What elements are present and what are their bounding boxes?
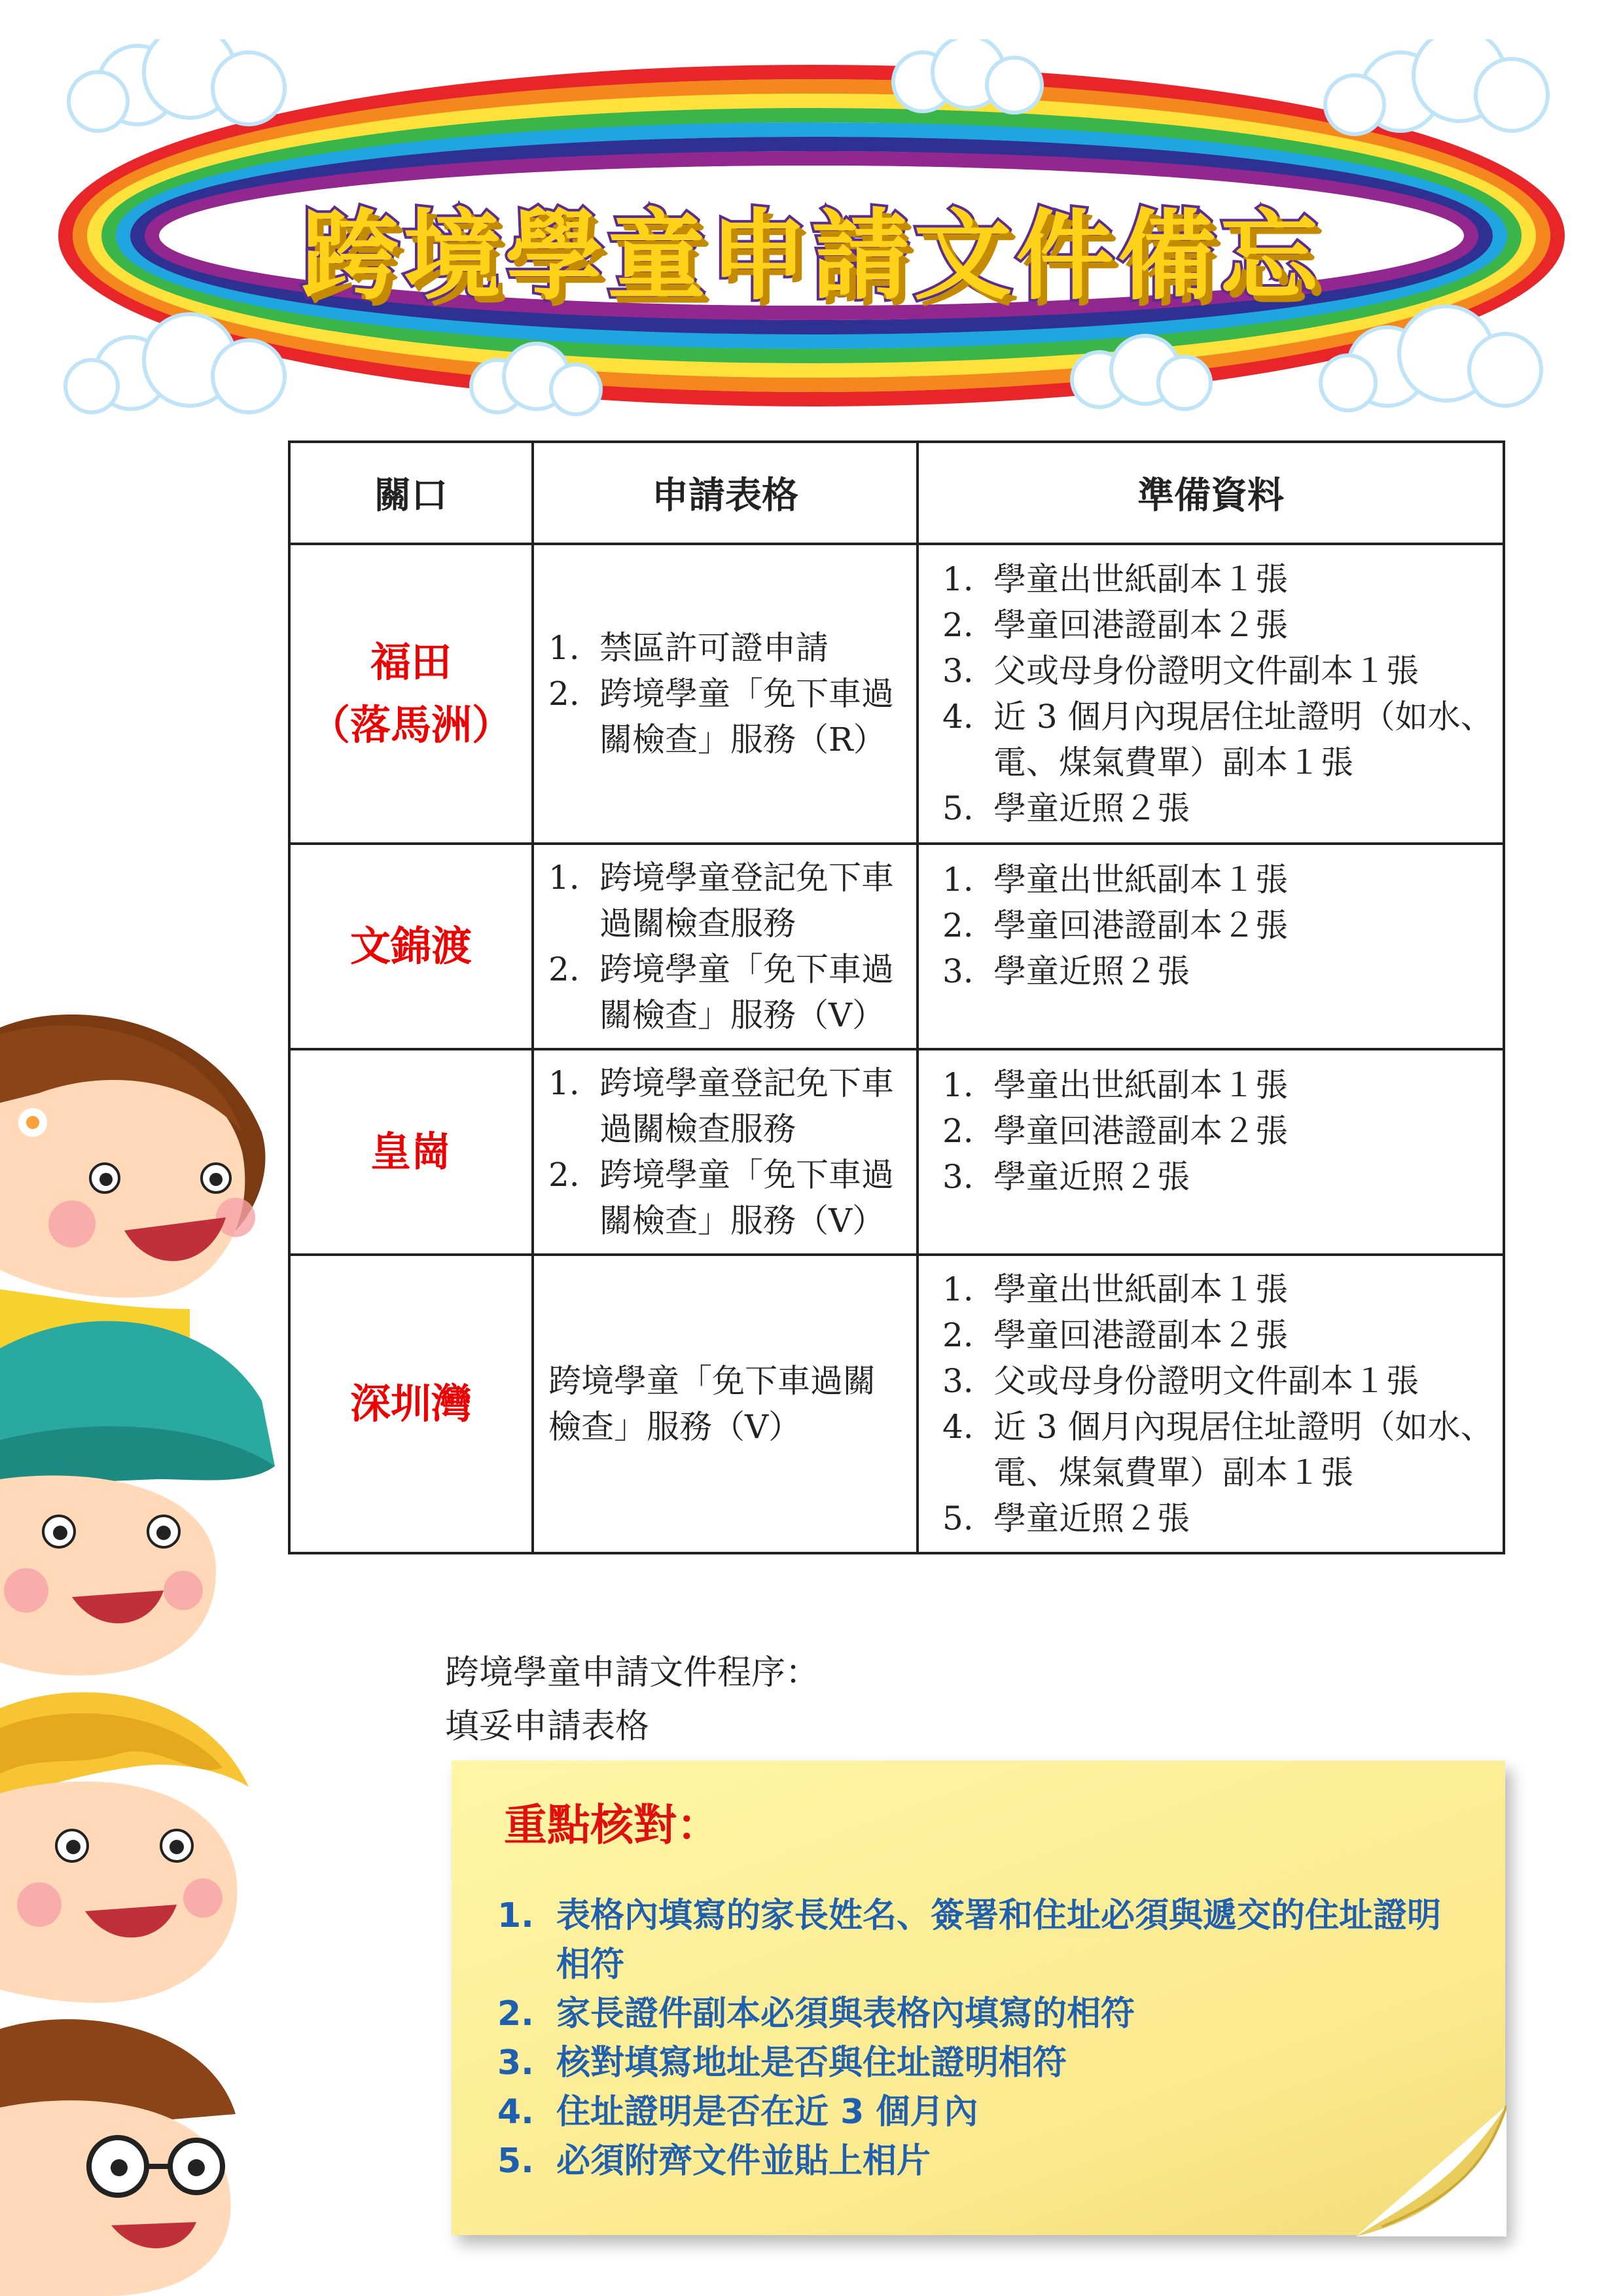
port-name: 福田 <box>370 637 452 686</box>
forms-cell <box>533 1049 918 1255</box>
boy-glasses-icon <box>0 2019 236 2296</box>
list-item: 2. 跨境學童「免下車過關檢查」服務（V） <box>548 950 894 1034</box>
form-text: 跨境學童「免下車過關檢查」服務（V） <box>548 1362 876 1446</box>
documents-cell <box>918 1255 1504 1553</box>
list-item: 3. 學童近照２張 <box>942 952 1190 990</box>
kid-illustration <box>0 982 366 2296</box>
cloud-icon <box>893 39 1042 113</box>
page-curl-icon <box>1356 2106 1507 2236</box>
list-item: 4. 住址證明是否在近 3 個月內 <box>497 2092 978 2132</box>
list-item: 2. 學童回港證副本２張 <box>942 1316 1288 1354</box>
procedure-step: 填妥申請表格 <box>445 1707 650 1746</box>
list-item: 2. 家長證件副本必須與表格內填寫的相符 <box>497 1994 1135 2034</box>
boy-blond-icon <box>0 1692 249 2003</box>
girl-icon <box>0 1014 265 1348</box>
port-cell <box>289 544 533 844</box>
list-item: 1. 跨境學童登記免下車過關檢查服務 <box>548 859 894 942</box>
column-header-documents: 準備資料 <box>918 442 1504 544</box>
table-row <box>289 544 1504 844</box>
documents-cell <box>918 844 1504 1049</box>
column-header-port: 關口 <box>289 442 533 544</box>
port-subname: （落馬洲） <box>309 701 512 749</box>
documents-cell <box>918 544 1504 844</box>
cloud-icon <box>1325 39 1548 134</box>
list-item: 1. 跨境學童登記免下車過關檢查服務 <box>548 1064 894 1148</box>
list-item: 1. 表格內填寫的家長姓名、簽署和住址必須與遞交的住址證明相符 <box>497 1896 1442 1984</box>
list-item: 2. 學童回港證副本２張 <box>942 606 1288 644</box>
list-item: 1. 學童出世紙副本１張 <box>942 560 1288 598</box>
table-row <box>289 844 1504 1049</box>
forms-cell <box>533 544 918 844</box>
column-header-forms: 申請表格 <box>533 442 918 544</box>
list-item: 5. 學童近照２張 <box>942 1499 1190 1537</box>
list-item: 3. 父或母身份證明文件副本１張 <box>942 1362 1419 1400</box>
page-title: 跨境學童申請文件備忘 <box>300 200 1322 314</box>
list-item: 1. 禁區許可證申請 <box>548 629 829 667</box>
note-title: 重點核對： <box>504 1800 720 1850</box>
list-item: 2. 學童回港證副本２張 <box>942 906 1288 944</box>
cloud-icon <box>69 39 285 131</box>
list-item: 1. 學童出世紙副本１張 <box>942 1066 1288 1104</box>
list-item: 3. 學童近照２張 <box>942 1158 1190 1196</box>
port-name: 深圳灣 <box>349 1379 472 1427</box>
list-item: 2. 跨境學童「免下車過關檢查」服務（V） <box>548 1156 894 1240</box>
table-header-row <box>289 442 1504 544</box>
documents-table <box>288 440 1505 1554</box>
forms-cell <box>533 844 918 1049</box>
table-row <box>289 1255 1504 1553</box>
port-name: 皇崗 <box>370 1127 452 1175</box>
table-row <box>289 1049 1504 1255</box>
list-item: 4. 近 3 個月內現居住址證明（如水、電、煤氣費單）副本１張 <box>942 1408 1493 1492</box>
procedure-section <box>445 1646 819 1753</box>
list-item: 5. 學童近照２張 <box>942 789 1190 827</box>
title-banner <box>39 39 1584 432</box>
list-item: 2. 學童回港證副本２張 <box>942 1112 1288 1150</box>
boy-cap-icon <box>0 1321 275 1676</box>
key-check-note <box>452 1761 1505 2235</box>
port-name: 文錦渡 <box>349 922 472 970</box>
list-item: 2. 跨境學童「免下車過關檢查」服務（R） <box>548 675 894 759</box>
list-item: 1. 學童出世紙副本１張 <box>942 1270 1288 1308</box>
list-item: 3. 核對填寫地址是否與住址證明相符 <box>497 2043 1067 2083</box>
list-item: 3. 父或母身份證明文件副本１張 <box>942 652 1419 690</box>
list-item: 5. 必須附齊文件並貼上相片 <box>497 2142 931 2181</box>
list-item: 1. 學童出世紙副本１張 <box>942 861 1288 899</box>
note-list <box>497 1892 1466 2186</box>
forms-cell <box>533 1255 918 1553</box>
list-item: 4. 近 3 個月內現居住址證明（如水、電、煤氣費單）副本１張 <box>942 698 1493 781</box>
procedure-title: 跨境學童申請文件程序： <box>445 1653 820 1693</box>
documents-cell <box>918 1049 1504 1255</box>
